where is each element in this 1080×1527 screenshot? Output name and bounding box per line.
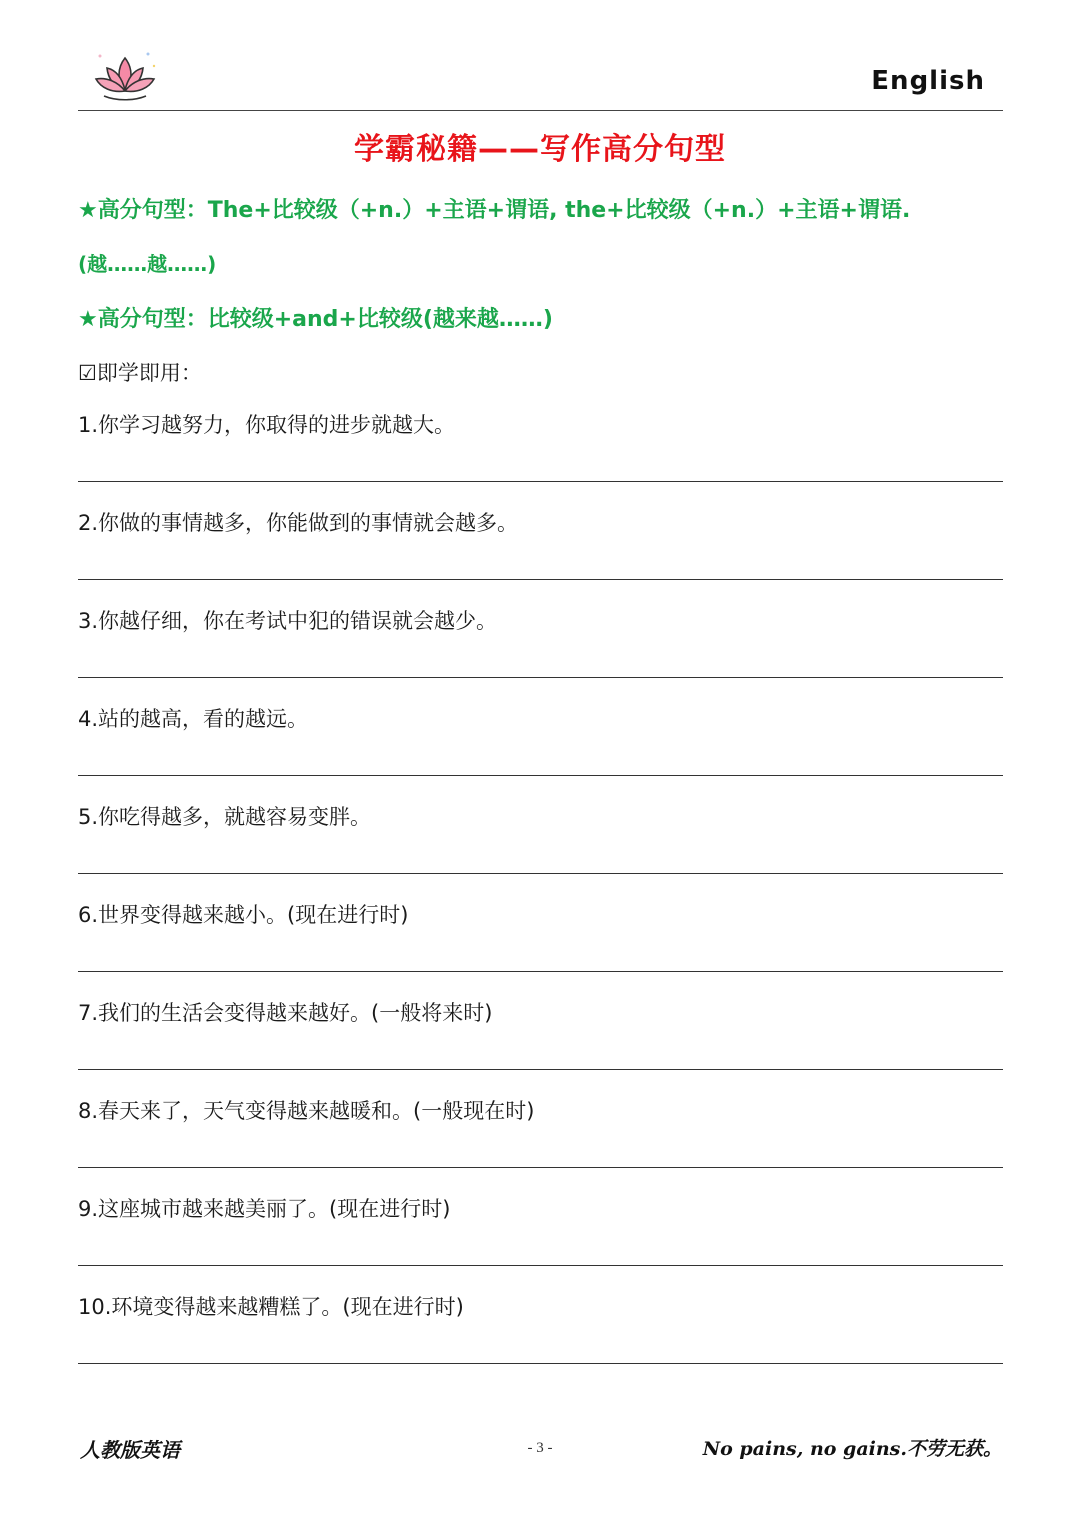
exercise-prompt: 9.这座城市越来越美丽了。(现在进行时)	[78, 1197, 451, 1221]
answer-line[interactable]	[78, 1167, 1003, 1168]
lotus-icon	[90, 46, 160, 106]
exercise-prompt: 3.你越仔细，你在考试中犯的错误就会越少。	[78, 609, 498, 633]
answer-line[interactable]	[78, 1069, 1003, 1070]
page-header	[78, 40, 1003, 111]
exercise-prompt: 1.你学习越努力，你取得的进步就越大。	[78, 413, 456, 437]
exercise-item	[78, 1193, 1003, 1291]
exercise-prompt: 5.你吃得越多，就越容易变胖。	[78, 805, 372, 829]
exercise-prompt: 4.站的越高，看的越远。	[78, 707, 309, 731]
answer-line[interactable]	[78, 1265, 1003, 1266]
answer-line[interactable]	[78, 677, 1003, 678]
exercise-item	[78, 507, 1003, 605]
exercise-prompt: 10.环境变得越来越糟糕了。(现在进行时)	[78, 1295, 464, 1319]
subject-label: English	[871, 66, 985, 96]
exercise-item	[78, 703, 1003, 801]
answer-line[interactable]	[78, 775, 1003, 776]
practice-label: ☑即学即用：	[78, 361, 202, 385]
answer-line[interactable]	[78, 481, 1003, 482]
footer-textbook: 人教版英语	[80, 1438, 180, 1462]
exercise-item	[78, 409, 1003, 507]
pattern-2: ★高分句型：比较级+and+比较级(越来越……)	[78, 307, 553, 332]
page-title: 学霸秘籍——写作高分句型	[354, 132, 726, 167]
answer-line[interactable]	[78, 971, 1003, 972]
pattern-1: ★高分句型：The+比较级（+n.）+主语+谓语, the+比较级（+n.）+主语+谓语.	[78, 198, 911, 223]
exercise-prompt: 7.我们的生活会变得越来越好。(一般将来时)	[78, 1001, 493, 1025]
exercise-item	[78, 605, 1003, 703]
exercise-item	[78, 1291, 1003, 1389]
exercise-prompt: 6.世界变得越来越小。(现在进行时)	[78, 903, 409, 927]
exercise-item	[78, 899, 1003, 997]
answer-line[interactable]	[78, 579, 1003, 580]
pattern-1-note: (越……越……)	[78, 252, 217, 276]
exercise-item	[78, 997, 1003, 1095]
exercise-item	[78, 801, 1003, 899]
footer-motto: No pains, no gains.不劳无获。	[702, 1438, 1002, 1460]
answer-line[interactable]	[78, 873, 1003, 874]
exercise-prompt: 8.春天来了，天气变得越来越暖和。(一般现在时)	[78, 1099, 535, 1123]
page-number: - 3 -	[527, 1440, 553, 1456]
answer-line[interactable]	[78, 1363, 1003, 1364]
exercise-item	[78, 1095, 1003, 1193]
exercise-prompt: 2.你做的事情越多，你能做到的事情就会越多。	[78, 511, 519, 535]
